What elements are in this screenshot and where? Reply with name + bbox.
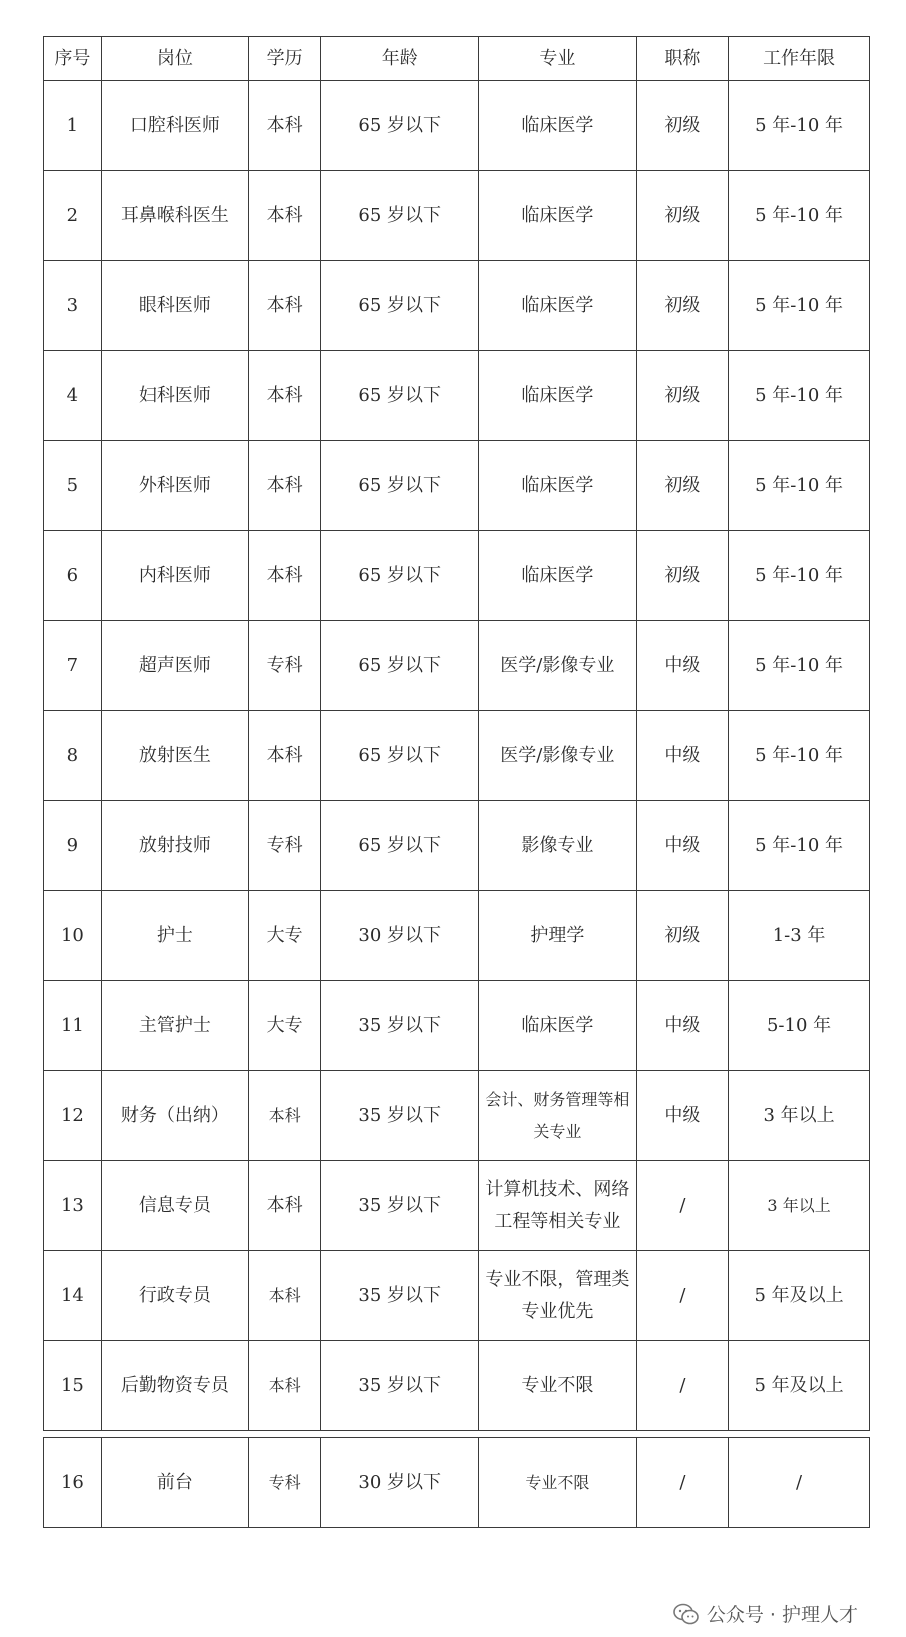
cell-position: 信息专员	[101, 1161, 248, 1251]
cell-position: 口腔科医师	[101, 81, 248, 171]
cell-position: 内科医师	[101, 531, 248, 621]
table-row	[44, 1071, 870, 1161]
table-row	[44, 1341, 870, 1431]
cell-position: 外科医师	[101, 441, 248, 531]
cell-major: 临床医学	[479, 351, 637, 441]
cell-major: 临床医学	[479, 81, 637, 171]
table-row	[44, 261, 870, 351]
cell-experience: 5-10 年	[729, 981, 870, 1071]
cell-major: 会计、财务管理等相关专业	[479, 1071, 637, 1161]
cell-title: 初级	[636, 171, 728, 261]
cell-education: 大专	[248, 981, 321, 1071]
cell-title: 初级	[636, 531, 728, 621]
table-row	[44, 531, 870, 621]
cell-age: 65 岁以下	[321, 171, 479, 261]
table-row	[44, 981, 870, 1071]
cell-title: 初级	[636, 441, 728, 531]
cell-age: 65 岁以下	[321, 711, 479, 801]
table-row	[44, 801, 870, 891]
cell-index: 2	[44, 171, 102, 261]
cell-position: 超声医师	[101, 621, 248, 711]
table-row	[44, 1438, 870, 1528]
cell-title: 初级	[636, 891, 728, 981]
cell-major: 计算机技术、网络工程等相关专业	[479, 1161, 637, 1251]
cell-title: 初级	[636, 261, 728, 351]
cell-experience: 5 年-10 年	[729, 621, 870, 711]
cell-index: 13	[44, 1161, 102, 1251]
cell-title: 中级	[636, 801, 728, 891]
cell-education: 本科	[248, 351, 321, 441]
cell-index: 8	[44, 711, 102, 801]
cell-experience: 5 年-10 年	[729, 711, 870, 801]
job-table	[43, 36, 870, 1528]
cell-education: 本科	[248, 711, 321, 801]
cell-experience: 5 年及以上	[729, 1341, 870, 1431]
cell-major: 临床医学	[479, 981, 637, 1071]
cell-education: 本科	[248, 1071, 321, 1161]
cell-major: 临床医学	[479, 171, 637, 261]
cell-experience: 5 年-10 年	[729, 531, 870, 621]
cell-education: 大专	[248, 891, 321, 981]
table-row	[44, 171, 870, 261]
cell-index: 1	[44, 81, 102, 171]
cell-education: 本科	[248, 441, 321, 531]
cell-major: 医学/影像专业	[479, 621, 637, 711]
header-education: 学历	[248, 37, 321, 81]
table-row	[44, 1161, 870, 1251]
header-position: 岗位	[101, 37, 248, 81]
cell-position: 放射技师	[101, 801, 248, 891]
cell-age: 35 岁以下	[321, 1341, 479, 1431]
cell-age: 35 岁以下	[321, 1161, 479, 1251]
cell-position: 放射医生	[101, 711, 248, 801]
table-row	[44, 81, 870, 171]
table-header-row	[44, 37, 870, 81]
cell-index: 5	[44, 441, 102, 531]
table-row	[44, 621, 870, 711]
cell-index: 10	[44, 891, 102, 981]
cell-education: 本科	[248, 531, 321, 621]
cell-age: 65 岁以下	[321, 351, 479, 441]
cell-major: 医学/影像专业	[479, 711, 637, 801]
cell-title: /	[636, 1161, 728, 1251]
cell-age: 30 岁以下	[321, 891, 479, 981]
watermark	[673, 1600, 858, 1627]
cell-education: 本科	[248, 261, 321, 351]
cell-experience: 1-3 年	[729, 891, 870, 981]
cell-major: 影像专业	[479, 801, 637, 891]
cell-major: 护理学	[479, 891, 637, 981]
cell-title: /	[636, 1438, 728, 1528]
cell-index: 14	[44, 1251, 102, 1341]
cell-major: 专业不限，管理类专业优先	[479, 1251, 637, 1341]
cell-position: 耳鼻喉科医生	[101, 171, 248, 261]
cell-age: 65 岁以下	[321, 441, 479, 531]
cell-education: 本科	[248, 1251, 321, 1341]
header-title: 职称	[636, 37, 728, 81]
cell-age: 35 岁以下	[321, 1071, 479, 1161]
cell-title: 中级	[636, 711, 728, 801]
cell-experience: 3 年以上	[729, 1161, 870, 1251]
header-index: 序号	[44, 37, 102, 81]
cell-age: 30 岁以下	[321, 1438, 479, 1528]
cell-experience: 5 年-10 年	[729, 351, 870, 441]
table-gap	[44, 1431, 870, 1438]
cell-position: 主管护士	[101, 981, 248, 1071]
cell-age: 65 岁以下	[321, 801, 479, 891]
cell-education: 专科	[248, 621, 321, 711]
table-row	[44, 711, 870, 801]
cell-age: 35 岁以下	[321, 1251, 479, 1341]
table-row	[44, 351, 870, 441]
header-age: 年龄	[321, 37, 479, 81]
cell-experience: 3 年以上	[729, 1071, 870, 1161]
cell-experience: /	[729, 1438, 870, 1528]
cell-experience: 5 年及以上	[729, 1251, 870, 1341]
cell-index: 15	[44, 1341, 102, 1431]
cell-experience: 5 年-10 年	[729, 171, 870, 261]
cell-major: 专业不限	[479, 1341, 637, 1431]
header-major: 专业	[479, 37, 637, 81]
wechat-icon	[673, 1603, 699, 1625]
cell-major: 临床医学	[479, 441, 637, 531]
cell-index: 4	[44, 351, 102, 441]
cell-age: 65 岁以下	[321, 81, 479, 171]
cell-experience: 5 年-10 年	[729, 801, 870, 891]
cell-position: 前台	[101, 1438, 248, 1528]
cell-position: 行政专员	[101, 1251, 248, 1341]
cell-title: 中级	[636, 621, 728, 711]
cell-index: 7	[44, 621, 102, 711]
table-row	[44, 441, 870, 531]
cell-index: 16	[44, 1438, 102, 1528]
table-row	[44, 891, 870, 981]
cell-index: 9	[44, 801, 102, 891]
cell-title: /	[636, 1341, 728, 1431]
cell-index: 12	[44, 1071, 102, 1161]
cell-education: 本科	[248, 1341, 321, 1431]
cell-title: 中级	[636, 1071, 728, 1161]
cell-age: 35 岁以下	[321, 981, 479, 1071]
cell-education: 本科	[248, 1161, 321, 1251]
cell-title: 初级	[636, 81, 728, 171]
cell-index: 6	[44, 531, 102, 621]
cell-education: 专科	[248, 1438, 321, 1528]
cell-position: 眼科医师	[101, 261, 248, 351]
cell-age: 65 岁以下	[321, 261, 479, 351]
watermark-text: 公众号 · 护理人才	[706, 1604, 858, 1626]
cell-index: 3	[44, 261, 102, 351]
cell-position: 妇科医师	[101, 351, 248, 441]
cell-major: 临床医学	[479, 261, 637, 351]
cell-experience: 5 年-10 年	[729, 81, 870, 171]
header-experience: 工作年限	[729, 37, 870, 81]
cell-experience: 5 年-10 年	[729, 441, 870, 531]
cell-education: 本科	[248, 81, 321, 171]
cell-position: 护士	[101, 891, 248, 981]
cell-education: 专科	[248, 801, 321, 891]
cell-index: 11	[44, 981, 102, 1071]
cell-title: /	[636, 1251, 728, 1341]
cell-major: 临床医学	[479, 531, 637, 621]
table-row	[44, 1251, 870, 1341]
cell-position: 后勤物资专员	[101, 1341, 248, 1431]
cell-education: 本科	[248, 171, 321, 261]
cell-major: 专业不限	[479, 1438, 637, 1528]
cell-age: 65 岁以下	[321, 531, 479, 621]
cell-position: 财务（出纳）	[101, 1071, 248, 1161]
cell-title: 中级	[636, 981, 728, 1071]
cell-title: 初级	[636, 351, 728, 441]
cell-experience: 5 年-10 年	[729, 261, 870, 351]
cell-age: 65 岁以下	[321, 621, 479, 711]
